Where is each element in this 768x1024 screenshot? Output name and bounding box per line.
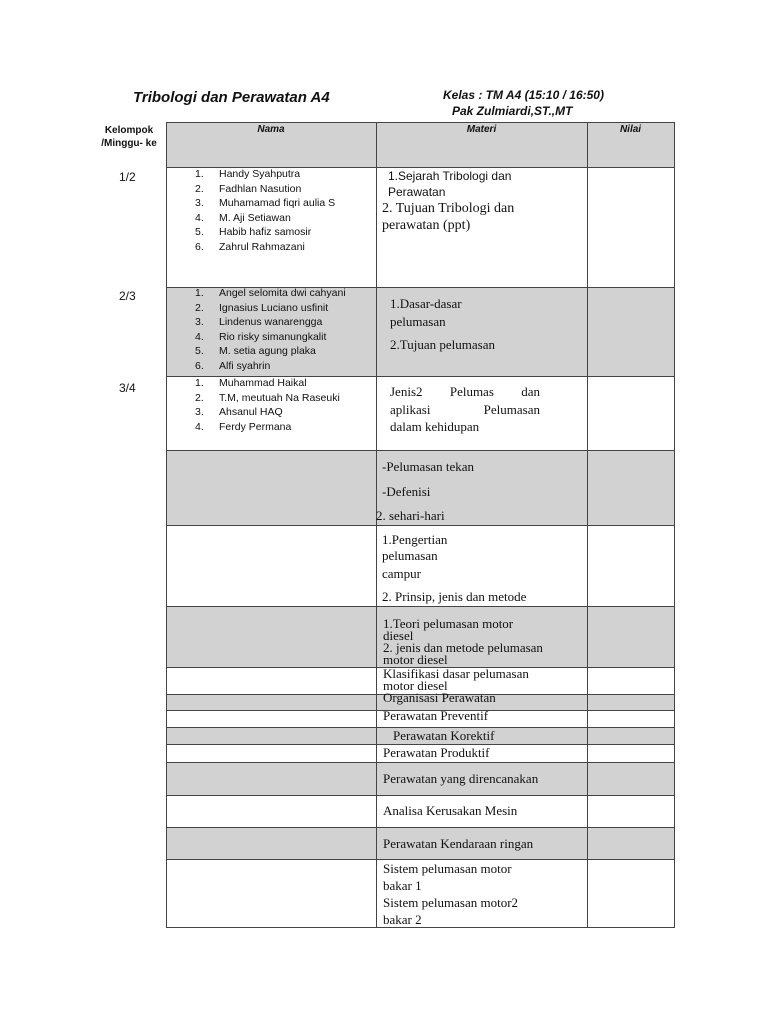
- list-item: 3. Muhamamad fiqri aulia S: [195, 197, 336, 210]
- header-nama: Nama: [257, 124, 285, 135]
- list-item: 2. Fadhlan Nasution: [195, 182, 302, 195]
- materi-text: Perawatan Produktif: [383, 745, 490, 760]
- group-1-list: [195, 167, 335, 255]
- materi-text: pelumasan: [390, 314, 446, 329]
- materi-text: Perawatan yang direncanakan: [383, 771, 539, 786]
- materi-text: dalam kehidupan: [390, 419, 480, 434]
- class-info: Kelas : TM A4 (15:10 / 16:50): [443, 88, 604, 102]
- list-item: 4. M. Aji Setiawan: [195, 211, 291, 224]
- list-item: 5. Habib hafiz samosir: [195, 226, 312, 239]
- materi-text: 2. sehari-hari: [376, 508, 445, 523]
- list-item: 5. M. setia agung plaka: [195, 345, 316, 358]
- materi-text: aplikasi Pelumasan: [390, 402, 540, 417]
- materi-text: 2. jenis dan metode pelumasan: [383, 640, 543, 655]
- list-item: 6. Alfi syahrin: [195, 359, 271, 372]
- materi-text: -Pelumasan tekan: [382, 459, 475, 474]
- group-2-list: [195, 286, 346, 374]
- week-label: 2/3: [119, 289, 136, 303]
- materi-text: Sistem pelumasan motor2: [383, 895, 519, 910]
- materi-text: 2. Prinsip, jenis dan metode: [382, 589, 527, 604]
- materi-text: Jenis2 Pelumas dan: [390, 384, 540, 399]
- materi-text: pelumasan: [382, 548, 438, 563]
- header-kelompok: Kelompok /Minggu- ke: [101, 125, 157, 149]
- list-item: 1. Muhammad Haikal: [195, 377, 307, 389]
- materi-text: motor diesel: [383, 652, 448, 667]
- materi-text: Organisasi Perawatan: [383, 690, 496, 705]
- materi-text: 1.Dasar-dasar: [390, 296, 462, 311]
- materi-text: 1.Sejarah Tribologi dan: [388, 169, 512, 183]
- materi-text: Analisa Kerusakan Mesin: [383, 803, 518, 818]
- list-item: 4. Ferdy Permana: [195, 420, 292, 433]
- materi-text: 2. Tujuan Tribologi dan: [382, 201, 515, 216]
- materi-text: Klasifikasi dasar pelumasan: [383, 666, 529, 681]
- header-materi: Materi: [466, 124, 497, 135]
- group-3-list: [195, 376, 340, 434]
- header-nilai: Nilai: [619, 124, 642, 135]
- document-title: Tribologi dan Perawatan A4: [133, 89, 330, 106]
- materi-text: bakar 1: [383, 878, 422, 893]
- list-item: 2. Ignasius Luciano usfinit: [195, 301, 329, 314]
- list-item: 4. Rio risky simanungkalit: [195, 330, 327, 343]
- materi-text: motor diesel: [383, 678, 448, 693]
- materi-text: 1.Teori pelumasan motor: [383, 616, 514, 631]
- list-item: 1. Handy Syahputra: [195, 168, 301, 180]
- materi-text: perawatan (ppt): [382, 218, 471, 233]
- materi-text: 2.Tujuan pelumasan: [390, 337, 495, 352]
- materi-text: Perawatan Korektif: [393, 728, 495, 743]
- list-item: 3. Lindenus wanarengga: [195, 316, 323, 329]
- week-label: 3/4: [119, 381, 136, 395]
- materi-text: Perawatan Kendaraan ringan: [383, 836, 534, 851]
- materi-text: Perawatan: [388, 185, 446, 199]
- materi-text: bakar 2: [383, 912, 422, 927]
- materi-text: -Defenisi: [382, 484, 431, 499]
- week-label: 1/2: [119, 170, 136, 184]
- materi-text: Sistem pelumasan motor: [383, 861, 512, 876]
- list-item: 6. Zahrul Rahmazani: [195, 240, 305, 253]
- lecturer-name: Pak Zulmiardi,ST.,MT: [452, 104, 573, 118]
- list-item: 2. T.M, meutuah Na Raseuki: [195, 391, 340, 404]
- materi-text: 1.Pengertian: [382, 532, 448, 547]
- list-item: 3. Ahsanul HAQ: [195, 406, 283, 419]
- list-item: 1. Angel selomita dwi cahyani: [195, 287, 346, 299]
- materi-text: Perawatan Preventif: [383, 708, 489, 723]
- materi-text: diesel: [383, 628, 414, 643]
- materi-text: campur: [382, 566, 421, 581]
